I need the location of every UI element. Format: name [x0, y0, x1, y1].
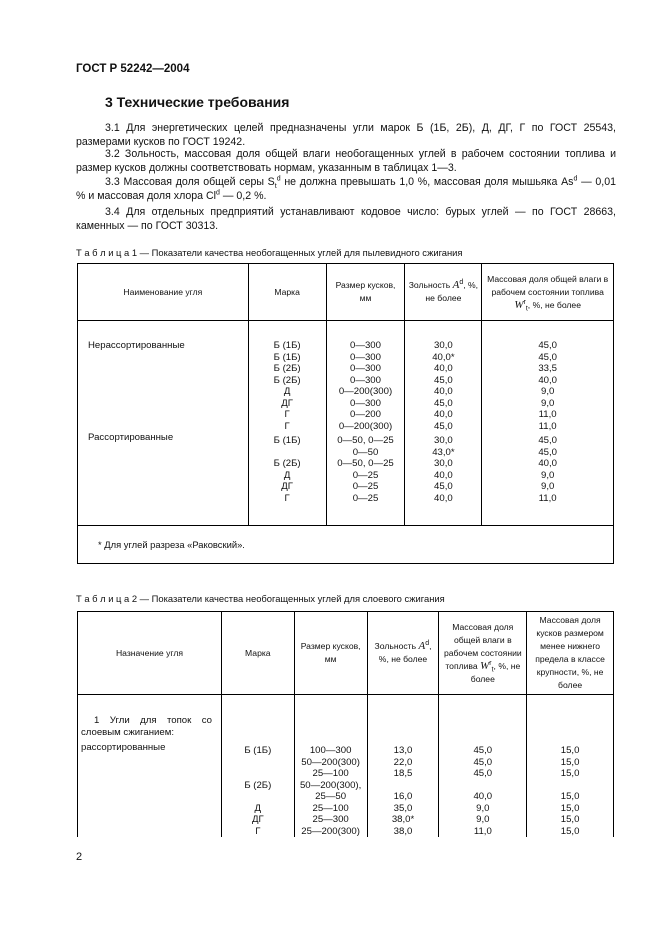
- table-cell: 0—300: [350, 374, 381, 386]
- table2-col-moisture: [439, 695, 527, 838]
- table-cell: 0—200(300): [338, 386, 393, 397]
- table-cell: 25—100: [312, 768, 349, 779]
- table-cell: 40,0*: [432, 351, 455, 363]
- table-cell: 18,5: [393, 768, 413, 779]
- table-cell: Д: [283, 386, 291, 397]
- table-cell: 33,5: [538, 363, 557, 374]
- table-cell: Б (2Б): [273, 374, 301, 386]
- table-cell: Б (2Б): [273, 458, 301, 469]
- table-cell: 100—300: [309, 745, 352, 756]
- table2-item1-line1: 1 Угли для топок со: [94, 715, 212, 726]
- table-cell: 0—200(300): [338, 420, 393, 432]
- page-number: 2: [76, 851, 83, 863]
- table-cell: Б (1Б): [273, 351, 301, 363]
- table-cell: 50—200(300): [301, 756, 360, 768]
- table-cell: ДГ: [281, 481, 293, 492]
- table-cell: 50—200(300),: [299, 779, 362, 791]
- table-cell: 45,0: [538, 446, 557, 458]
- table-cell: 0—25: [352, 481, 379, 492]
- table2-header-name: Назначение угля: [78, 612, 222, 695]
- table-cell: 40,0: [434, 492, 453, 504]
- table-cell: 45,0: [434, 397, 453, 409]
- table-cell: 15,0: [560, 768, 580, 779]
- table-cell: 40,0: [538, 374, 557, 386]
- table1-group-name: Рассортированные: [88, 432, 174, 443]
- table-cell: ДГ: [251, 814, 264, 825]
- table-cell: 9,0: [476, 814, 490, 825]
- table1-col-name: [78, 321, 249, 526]
- table-cell: 16,0: [393, 791, 413, 802]
- table-cell: 22,0: [393, 756, 413, 768]
- table-cell: 40,0: [434, 363, 453, 374]
- table-cell: 0—50: [352, 446, 379, 458]
- table-cell: Б (2Б): [273, 363, 301, 374]
- table-cell: 9,0: [476, 802, 490, 814]
- table2: [77, 611, 614, 837]
- table-cell: Г: [255, 825, 261, 837]
- table-cell: 38,0*: [391, 814, 415, 825]
- table-cell: 35,0: [393, 802, 413, 814]
- table-cell: 11,0: [473, 825, 492, 837]
- table2-header-lower-limit: Массовая доля кусков размером менее нижнего предела в классе крупности, %, не более: [527, 612, 614, 695]
- table-cell: 45,0: [538, 351, 557, 363]
- table-cell: Д: [254, 802, 262, 814]
- table-cell: 0—300: [350, 340, 381, 351]
- table-cell: 45,0: [434, 374, 453, 386]
- table2-header-brand: Марка: [221, 612, 294, 695]
- table2-item1-line2: слоевым сжиганием:: [81, 726, 174, 738]
- table1-col-ash: [405, 321, 482, 526]
- table-cell: Г: [284, 409, 290, 420]
- table-cell: [368, 780, 439, 792]
- table-cell: Б (1Б): [273, 340, 301, 351]
- table-cell: 45,0: [538, 340, 557, 351]
- table1-header-moisture: Массовая доля общей влаги в рабочем состоянии топлива $W^r_t$, %, не более: [482, 264, 614, 321]
- table1-body-row: [78, 321, 614, 526]
- table1-header-ash: Зольность $A^d$, %, не более: [405, 264, 482, 321]
- table-cell: [527, 780, 613, 792]
- table1-group-name: Нерассортированные: [88, 340, 185, 351]
- table-cell: 45,0: [473, 756, 493, 768]
- table-cell: 11,0: [538, 409, 557, 420]
- table-cell: 25—50: [315, 791, 347, 802]
- table2-caption: Т а б л и ц а 2 — Показатели качества необогащенных углей для слоевого сжигания: [76, 593, 445, 604]
- table2-col-lower-limit: [527, 695, 614, 838]
- table-cell: 0—50, 0—25: [337, 458, 394, 469]
- paragraph-3-2: 3.2 Зольность, массовая доля общей влаги необогащенных углей в рабочем состоянии топлива и размер кусков должны соответствовать нормам, указанным в таблицах 1—3.: [76, 148, 616, 174]
- table2-header-moisture: Массовая доля общей влаги в рабочем состоянии топлива $W^r_t$, %, не более: [439, 612, 527, 695]
- table2-col-ash: [367, 695, 439, 838]
- table-cell: 30,0: [434, 340, 453, 351]
- table-cell: 43,0*: [432, 446, 455, 458]
- table-cell: 0—200: [350, 409, 381, 420]
- section-title: 3 Технические требования: [105, 94, 290, 110]
- table2-body-row: [78, 695, 614, 838]
- table-cell: Б (2Б): [244, 779, 272, 791]
- table-cell: 45,0: [538, 435, 557, 446]
- table-cell: [439, 780, 526, 792]
- table-cell: 15,0: [560, 756, 580, 768]
- table-cell: 9,0: [540, 397, 555, 409]
- table1-col-moisture: [482, 321, 614, 526]
- table1-caption: Т а б л и ц а 1 — Показатели качества необогащенных углей для пылевидного сжигания: [76, 247, 463, 258]
- table-cell: 40,0: [538, 458, 557, 469]
- paragraph-3-3: 3.3 Массовая доля общей серы $S_t^d$ не должна превышать 1,0 %, массовая доля мышьяка As$^d$ — 0,01 % и массовая доля хлора Cl$^d$ — 0,2 %.: [76, 175, 616, 202]
- table2-item1-line3: рассортированные: [81, 742, 166, 753]
- table-cell: [222, 791, 294, 803]
- table1-col-brand: [248, 321, 326, 526]
- table-cell: 0—300: [350, 363, 381, 374]
- table-cell: 0—300: [350, 397, 381, 409]
- table-cell: 0—50, 0—25: [337, 435, 394, 446]
- table-cell: ДГ: [281, 397, 293, 409]
- table1-header-brand: Марка: [248, 264, 326, 321]
- table-cell: 0—25: [352, 492, 379, 504]
- table2-col-brand: [221, 695, 294, 838]
- table2-col-name: [78, 695, 222, 838]
- table-cell: 45,0: [434, 481, 453, 492]
- table-cell: 15,0: [560, 814, 580, 825]
- table-cell: 9,0: [540, 469, 555, 481]
- table-cell: 13,0: [393, 745, 413, 756]
- table-cell: Г: [284, 420, 290, 432]
- table2-header-ash: Зольность $A^d$, %, не более: [367, 612, 439, 695]
- table1: [77, 263, 614, 564]
- table-cell: Г: [284, 492, 290, 504]
- table2-header-size: Размер кусков, мм: [294, 612, 367, 695]
- table1-header-size: Размер кусков, мм: [326, 264, 405, 321]
- table1-col-size: [326, 321, 405, 526]
- table-cell: 25—200(300): [301, 825, 360, 837]
- table-cell: 15,0: [560, 802, 580, 814]
- table-cell: 11,0: [538, 420, 557, 432]
- table-cell: 45,0: [434, 420, 453, 432]
- table-cell: 30,0: [434, 435, 453, 446]
- table-cell: 25—100: [312, 802, 349, 814]
- table-cell: Д: [283, 469, 291, 481]
- document-header: ГОСТ Р 52242—2004: [76, 63, 190, 75]
- table-cell: 0—300: [350, 351, 381, 363]
- table-cell: [222, 768, 294, 780]
- table-cell: 40,0: [473, 791, 493, 802]
- table-cell: 15,0: [560, 791, 580, 802]
- table-cell: 25—300: [312, 814, 349, 825]
- table-cell: [249, 447, 326, 459]
- table1-footnote: * Для углей разреза «Раковский».: [78, 526, 614, 564]
- table-cell: 9,0: [540, 481, 555, 492]
- table-cell: 40,0: [434, 409, 453, 420]
- table-cell: 11,0: [538, 492, 557, 504]
- table-cell: 40,0: [434, 469, 453, 481]
- table-cell: 40,0: [434, 386, 453, 397]
- paragraph-3-1: 3.1 Для энергетических целей предназначены угли марок Б (1Б, 2Б), Д, ДГ, Г по ГОСТ 25543, размерами кусков по ГОСТ 19242.: [76, 122, 616, 148]
- table-cell: Б (1Б): [244, 745, 272, 756]
- table-cell: 45,0: [473, 768, 493, 779]
- table-cell: 30,0: [434, 458, 453, 469]
- table2-col-size: [294, 695, 367, 838]
- table-cell: 45,0: [473, 745, 493, 756]
- table1-header-name: Наименование угля: [78, 264, 249, 321]
- table-cell: 15,0: [560, 825, 580, 837]
- paragraph-3-4: 3.4 Для отдельных предприятий устанавливают кодовое число: бурых углей — по ГОСТ 28663, каменных — по ГОСТ 30313.: [76, 206, 616, 232]
- table-cell: 9,0: [540, 386, 555, 397]
- table-cell: 38,0: [393, 825, 413, 837]
- table-cell: 0—25: [352, 469, 379, 481]
- table-cell: [222, 757, 294, 769]
- table-cell: 15,0: [560, 745, 580, 756]
- table-cell: Б (1Б): [273, 435, 301, 446]
